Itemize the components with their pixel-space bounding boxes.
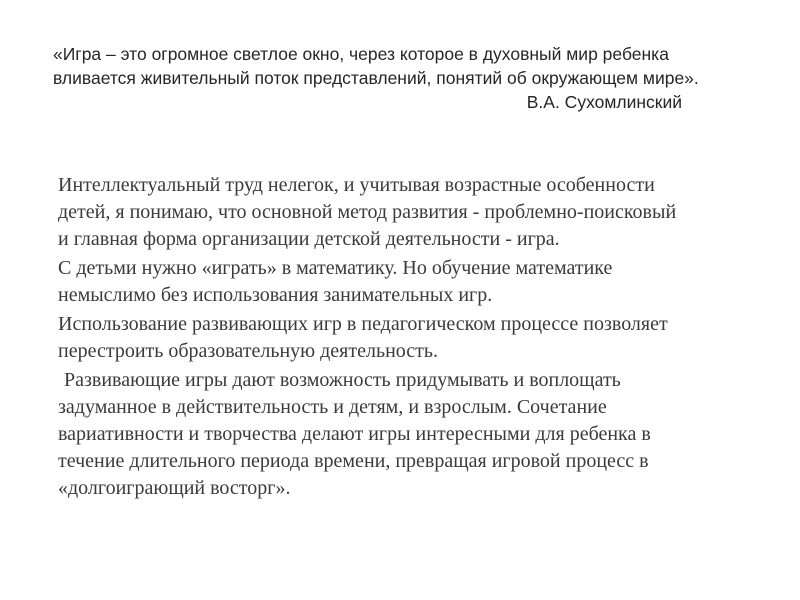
paragraph [58, 311, 758, 365]
main-text [58, 172, 758, 504]
text-line: немыслимо без использования занимательных игр. [58, 284, 493, 306]
text-line: Интеллектуальный труд нелегок, и учитывая возрастные особенности [58, 174, 655, 196]
text-line: течение длительного периода времени, превращая игровой процесс в [58, 450, 649, 472]
paragraph [58, 255, 758, 309]
text-line: вариативности и творчества делают игры интересными для ребенка в [58, 423, 651, 445]
text-line: детей, я понимаю, что основной метод развития - проблемно-поисковый [58, 201, 677, 223]
epigraph-quote [53, 42, 753, 114]
text-line: С детьми нужно «играть» в математику. Но обучение математике [58, 257, 613, 279]
text-line: перестроить образовательную деятельность. [58, 340, 439, 362]
text-line: задуманное в действительность и детям, и взрослым. Сочетание [58, 396, 607, 418]
text-line: Использование развивающих игр в педагогическом процессе позволяет [58, 313, 668, 335]
epigraph-author: В.А. Сухомлинский [526, 92, 682, 112]
text-line: и главная форма организации детской деятельности - игра. [58, 228, 560, 250]
paragraph [58, 172, 758, 253]
text-line: Развивающие игры дают возможность придумывать и воплощать [64, 369, 621, 391]
paragraph [58, 367, 758, 502]
epigraph-line: «Игра – это огромное светлое окно, через которое в духовный мир ребенка [53, 44, 669, 64]
epigraph-line: вливается живительный поток представлений, понятий об окружающем мире». [53, 68, 699, 88]
text-line: «долгоиграющий восторг». [58, 477, 291, 499]
